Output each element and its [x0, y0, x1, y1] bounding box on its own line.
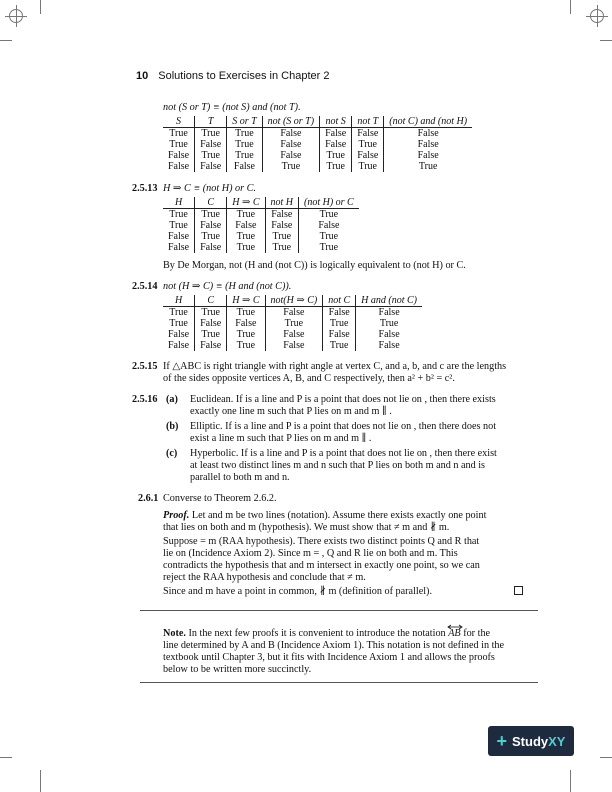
table-cell: False [168, 231, 190, 242]
table-row [163, 329, 422, 340]
table-cell: True [227, 242, 265, 253]
table-cell: True [227, 340, 265, 351]
table-header: not S [320, 116, 352, 128]
table-cell: False [323, 307, 356, 319]
table-cell: True [320, 150, 352, 161]
hyperbolic-line-3: parallel to both m and n. [190, 472, 290, 483]
table-row [163, 150, 472, 161]
table-cell: False [168, 329, 190, 340]
running-header [136, 70, 329, 82]
euclidean-line-1: Euclidean. If is a line and P is a point that does not lie on , then there exists [190, 394, 496, 405]
table-cell: False [265, 220, 299, 231]
table-cell: True [323, 318, 356, 329]
table-cell: True [227, 128, 262, 140]
crop-mark [570, 770, 571, 792]
studyxy-logo [488, 726, 574, 756]
proof-paragraph-1 [163, 510, 486, 523]
table-cell: False [262, 128, 319, 140]
table-cell: True [195, 231, 227, 242]
table-cell: False [265, 307, 323, 319]
table-cell: True [352, 161, 384, 172]
table-cell: False [384, 128, 472, 140]
table-cell: False [168, 150, 190, 161]
item-tag-a: (a) [166, 394, 178, 405]
table-cell: False [227, 220, 265, 231]
table-row [163, 209, 359, 221]
table-row [163, 242, 359, 253]
table-header: not (S or T) [262, 116, 319, 128]
table-cell: True [265, 318, 323, 329]
table-header: C [195, 197, 227, 209]
table-cell: True [299, 242, 359, 253]
logo-text: Study [512, 733, 549, 749]
table-header: H ⇒ C [227, 295, 265, 307]
table-cell: True [262, 161, 319, 172]
table-cell: True [227, 150, 262, 161]
divider-top [140, 610, 538, 611]
table-cell: False [352, 150, 384, 161]
table-row [163, 318, 422, 329]
table-cell: False [195, 340, 227, 351]
table-cell: False [265, 329, 323, 340]
hyperbolic-line-2: at least two distinct lines m and n such that P lies on both m and n and is [190, 460, 486, 471]
table-cell: True [169, 220, 188, 231]
chapter-title: Solutions to Exercises in Chapter 2 [158, 70, 330, 82]
table-header: H [163, 295, 195, 307]
exercise-statement: H ⇒ C ≡ (not H) or C. [163, 183, 256, 194]
table-header: H and (not C) [356, 295, 422, 307]
table-row [163, 139, 472, 150]
qed-box-icon [514, 586, 523, 595]
hyperbolic-line-1: Hyperbolic. If is a line and P is a point that does not lie on , then there exist [190, 448, 497, 459]
table-header: not H [265, 197, 299, 209]
crop-mark [570, 0, 571, 14]
table-cell: False [195, 161, 227, 172]
table-header: S or T [227, 116, 262, 128]
crop-mark [600, 40, 612, 41]
table-cell: False [265, 209, 299, 221]
registration-mark-top-right [590, 9, 604, 23]
table-cell: False [195, 318, 227, 329]
table-cell: True [227, 139, 262, 150]
table-row [163, 220, 359, 231]
note-line-2: line determined by A and B (Incidence Axiom 1). This notation is not defined in the [163, 640, 505, 651]
table-row [163, 161, 472, 172]
table-header: not(H ⇒ C) [265, 295, 323, 307]
table-cell: True [195, 150, 227, 161]
table-cell: True [169, 128, 188, 139]
exercise-label: 2.5.15 [132, 361, 158, 372]
table-cell: False [384, 139, 472, 150]
proof-text: Let and m be two lines (notation). Assume there exists exactly one point [191, 510, 487, 521]
item-tag-c: (c) [166, 448, 178, 459]
registration-mark-top-left [9, 9, 23, 23]
crop-mark [40, 770, 41, 792]
table-cell: True [195, 209, 227, 221]
table-cell: True [265, 231, 299, 242]
elliptic-line-1: Elliptic. If is a line and P is a point that does not lie on , then there does not [190, 421, 497, 432]
item-tag-b: (b) [166, 421, 179, 432]
logo-text-accent: XY [548, 733, 566, 749]
table-cell: True [265, 242, 299, 253]
proof-line: that lies on both and m (hypothesis). We must show that ≠ m and ∦ m. [163, 522, 450, 533]
note-text: for the [463, 628, 491, 639]
table-cell: True [320, 161, 352, 172]
table-header: H ⇒ C [227, 197, 265, 209]
de-morgan-conclusion: By De Morgan, not (H and (not C)) is logically equivalent to (not H) or C. [163, 260, 466, 271]
crop-mark [0, 757, 12, 758]
table-row [163, 340, 422, 351]
crop-mark [600, 757, 612, 758]
table-header: T [195, 116, 227, 128]
plus-icon: + [496, 730, 508, 751]
table-row [163, 307, 422, 319]
table-cell: True [352, 139, 384, 150]
proof-line: contradicts the hypothesis that and m intersect in exactly one point, so we can [163, 560, 480, 571]
table-cell: False [320, 128, 352, 140]
table-header: S [163, 116, 195, 128]
note-line-4: below to be written more succinctly. [163, 664, 312, 675]
table-cell: False [168, 340, 190, 351]
exercise-statement: not (H ⇒ C) ≡ (H and (not C)). [163, 281, 292, 292]
table-cell: False [299, 220, 359, 231]
table-cell: False [356, 307, 422, 319]
exercise-label: 2.5.13 [132, 183, 158, 194]
table-header: not C [323, 295, 356, 307]
table-cell: False [262, 150, 319, 161]
exercise-title: Converse to Theorem 2.6.2. [163, 493, 277, 504]
double-arrow-icon [447, 624, 463, 630]
table-cell: True [227, 307, 265, 319]
proof-line: reject the RAA hypothesis and conclude that ≠ m. [163, 572, 366, 583]
table-cell: True [195, 128, 227, 140]
table-cell: False [352, 128, 384, 140]
truth-table-negated-implication [163, 295, 422, 351]
table-cell: True [195, 329, 227, 340]
note-line-1 [163, 628, 490, 641]
table-cell: False [168, 161, 190, 172]
table-cell: True [299, 209, 359, 221]
table-cell: False [195, 242, 227, 253]
intro-statement: not (S or T) ≡ (not S) and (not T). [163, 102, 301, 113]
crop-mark [40, 0, 41, 14]
table-header: C [195, 295, 227, 307]
table-cell: True [169, 209, 188, 220]
note-text: In the next few proofs it is convenient to introduce the notation [188, 628, 446, 639]
table-cell: True [195, 307, 227, 319]
table-cell: False [168, 242, 190, 253]
table-row [163, 128, 472, 140]
table-cell: True [356, 318, 422, 329]
table-cell: True [169, 139, 188, 150]
table-header: H [163, 197, 195, 209]
table-cell: True [227, 231, 265, 242]
table-cell: False [320, 139, 352, 150]
pythagorean-line-1: If △ABC is right triangle with right angle at vertex C, and a, b, and c are the lengths [163, 361, 507, 372]
proof-label: Proof. [163, 510, 190, 521]
proof-line: Since and m have a point in common, ∦ m (definition of parallel). [163, 586, 432, 597]
table-header: (not C) and (not H) [384, 116, 472, 128]
exercise-label: 2.5.16 [132, 394, 158, 405]
proof-line: lie on (Incidence Axiom 2). Since m = , Q and R lie on both and m. This [163, 548, 458, 559]
table-cell: True [169, 318, 188, 329]
page-number: 10 [136, 70, 149, 82]
table-cell: True [227, 209, 265, 221]
exercise-label: 2.6.1 [138, 493, 159, 504]
table-cell: True [299, 231, 359, 242]
truth-table-implication [163, 197, 359, 253]
table-cell: False [356, 340, 422, 351]
truth-table-de-morgan [163, 116, 472, 172]
table-cell: False [356, 329, 422, 340]
table-cell: False [195, 220, 227, 231]
notation-ab [448, 628, 460, 641]
table-cell: False [195, 139, 227, 150]
table-row [163, 231, 359, 242]
table-cell: False [323, 329, 356, 340]
table-cell: True [323, 340, 356, 351]
divider-bottom [140, 682, 538, 683]
table-cell: False [265, 340, 323, 351]
table-cell: False [262, 139, 319, 150]
elliptic-line-2: exist a line m such that P lies on m and m ∥ . [190, 433, 372, 444]
table-cell: False [227, 161, 262, 172]
euclidean-line-2: exactly one line m such that P lies on m and m ∥ . [190, 406, 392, 417]
table-cell: True [169, 307, 188, 318]
note-line-3: textbook until Chapter 3, but it fits with Incidence Axiom 1 and allows the proofs [163, 652, 495, 663]
pythagorean-line-2: of the sides opposite vertices A, B, and C respectively, then a² + b² = c². [163, 373, 455, 384]
table-cell: True [227, 329, 265, 340]
table-header: (not H) or C [299, 197, 359, 209]
table-header: not T [352, 116, 384, 128]
table-cell: False [227, 318, 265, 329]
crop-mark [0, 40, 12, 41]
note-label: Note. [163, 628, 186, 639]
notation-text: AB [448, 628, 461, 639]
exercise-label: 2.5.14 [132, 281, 158, 292]
proof-line: Suppose = m (RAA hypothesis). There exists two distinct points Q and R that [163, 536, 480, 547]
table-cell: False [384, 150, 472, 161]
table-cell: True [384, 161, 472, 172]
